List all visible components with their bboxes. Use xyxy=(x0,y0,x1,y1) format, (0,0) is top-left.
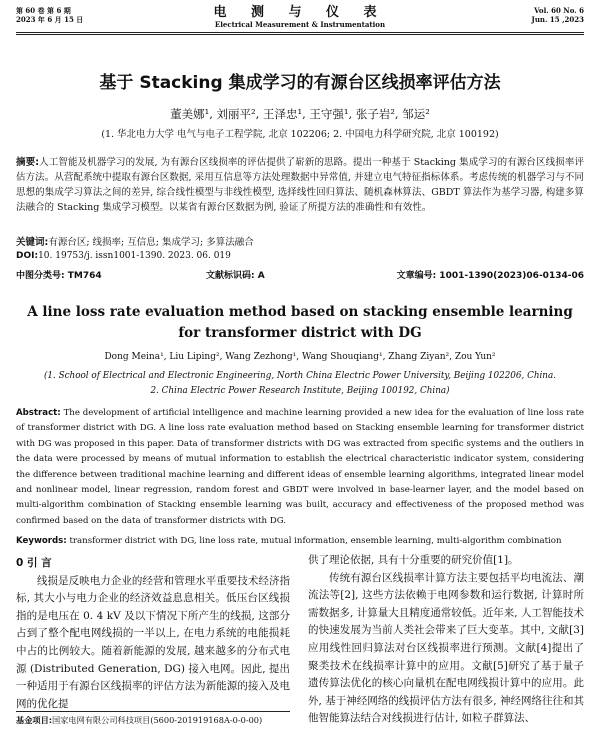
abstract-en-text: The development of artificial intelligence and machine learning provided a new idea for the evaluation of line loss rate of transformer district with DG. A line loss rate evaluation method based on Stacking ensemble learning for transformer district with DG was proposed in this paper. Data of transformer districts with DG was extracted from specific systems and the outliers in the data were processed by means of mutual information to establish the electrical characteristic indicator system, considering the difference between traditional machine learning and different ideas of ensemble learning algorithms, integrated linear model and nonlinear model, linear regression, random forest and GBDT were involved in base-learner layer, and the model based on multi-algorithm combination of Stacking ensemble learning was built, accuracy and effectiveness of the proposed method was confirmed based on the data of transformer districts with DG. xyxy=(16,408,584,526)
keywords-cn-text: 有源台区; 线损率; 互信息; 集成学习; 多算法融合 xyxy=(48,237,254,248)
keywords-en xyxy=(16,536,584,546)
keywords-en-label: Keywords: xyxy=(16,536,67,546)
abstract-cn-text: 人工智能及机器学习的发展, 为有源台区线损率的评估提供了崭新的思路。提出一种基于 Stacking 集成学习的有源台区线损率评估方法。从营配系统中提取有源台区数据, 采用互信息等方法处理数据中异常值, 并建立电气特征指标体系。考虑传统的机器学习与不同思想的集成学习算法之间的差异, 综合线性模型与非线性模型, 选择线性回归算法、随机森林算法、GBDT 算法作为基学习器, 构建多算法融合的 Stacking 集成学习模型。以某省有源台区数据为例, 验证了所提方法的准确性和有效性。 xyxy=(16,157,584,213)
affiliation-en xyxy=(0,369,600,399)
header-right xyxy=(532,6,584,24)
funding-label: 基金项目: xyxy=(16,715,53,725)
clc-number: 中图分类号: TM764 xyxy=(16,271,102,281)
paper-title-en-line2: for transformer district with DG xyxy=(178,325,422,341)
header-rule xyxy=(16,32,584,33)
intro-paragraph-1: 线损是反映电力企业的经营和管理水平重要技术经济指标, 其大小与电力企业的经济效益息息相关。低压台区线损指的是电压在 0. 4 kV 及以下情况下所产生的线损, 这部分占到了整个配电网线损的一半以上, 在电力系统的电能损耗中占的比例较大。随着新能源的发展, 越来越多的分布式电源 (Distributed Generation, DG) 接入电网。因此, 提出一种适用于有源台区线损率的评估方法为新能源的接入及电网的优化提 xyxy=(16,574,290,710)
doi-text: 10. 19753/j. issn1001-1390. 2023. 06. 019 xyxy=(38,251,231,261)
funding-text: 国家电网有限公司科技项目(5600-201919168A-0-0-00) xyxy=(52,715,263,725)
header-rule-thin xyxy=(16,34,584,35)
date-cn: 2023 年 6 月 15 日 xyxy=(16,15,84,24)
document-code: 文献标识码: A xyxy=(206,271,265,281)
doi xyxy=(16,251,231,261)
affiliation-cn: (1. 华北电力大学 电气与电子工程学院, 北京 102206; 2. 中国电力科学研究院, 北京 100192) xyxy=(101,129,499,140)
keywords-cn xyxy=(16,234,584,248)
abstract-cn xyxy=(16,155,584,215)
doi-label: DOI: xyxy=(16,251,39,261)
section-heading-intro: 0 引 言 xyxy=(16,557,52,569)
paper-title-cn: 基于 Stacking 集成学习的有源台区线损率评估方法 xyxy=(99,73,501,93)
affiliation-en-line2: 2. China Electric Power Research Institute, Beijing 100192, China) xyxy=(150,386,450,396)
journal-name-cn: 电 测 与 仪 表 xyxy=(213,5,387,20)
paper-title-en xyxy=(0,302,600,344)
article-number: 文章编号: 1001-1390(2023)06-0134-06 xyxy=(396,271,584,281)
volume-cn: 第 60 卷 第 6 期 xyxy=(16,6,71,15)
intro-paragraph-2: 传统有源台区线损率计算方法主要包括平均电流法、潮流法等[2], 这些方法依赖于电网参数和运行数据, 计算时所需数据多, 计算量大且精度通常较低。近年来, 人工智能技术的快速发展为当前人类社会带来了巨大变革。其中, 文献[3]应用线性回归算法对台区线损率进行预测。文献[4]提出了聚类技术在线损率计算中的应用。文献[5]研究了基于量子遗传算法优化的核心向量机在配电网线损计算中的应用。此外, 基于神经网络的线损评估方法有很多, 神经网络往往和其他智能算法结合对线损进行估计, 如粒子群算法、 xyxy=(308,571,584,725)
keywords-en-text: transformer district with DG, line loss rate, mutual information, ensemble learning, multi-algorithm combination xyxy=(69,536,562,546)
volume-en: Vol. 60 No. 6 xyxy=(534,6,584,15)
keywords-cn-label: 关键词: xyxy=(16,237,49,248)
date-en: Jun. 15 ,2023 xyxy=(531,15,584,24)
intro-paragraph-1-cont: 供了理论依据, 具有十分重要的研究价值[1]。 xyxy=(308,554,519,566)
paper-title-en-line1: A line loss rate evaluation method based on stacking ensemble learning xyxy=(27,304,573,320)
authors-cn: 董美娜¹, 刘丽平², 王泽忠¹, 王守强¹, 张子岩², 邹运² xyxy=(170,107,430,121)
funding-note xyxy=(16,715,262,726)
body-left-column xyxy=(16,555,290,713)
header-center xyxy=(0,6,600,29)
body-right-column xyxy=(308,552,584,728)
footnote-rule xyxy=(16,711,290,712)
authors-en: Dong Meina¹, Liu Liping², Wang Zezhong¹, Wang Shouqiang¹, Zhang Ziyan², Zou Yun² xyxy=(104,352,496,362)
journal-name-en: Electrical Measurement & Instrumentation xyxy=(214,20,386,29)
abstract-en xyxy=(16,406,584,529)
abstract-cn-label: 摘要: xyxy=(16,157,40,168)
affiliation-en-line1: (1. School of Electrical and Electronic Engineering, North China Electric Power University, Beijing 102206, China. xyxy=(43,371,557,381)
abstract-en-label: Abstract: xyxy=(16,408,61,418)
